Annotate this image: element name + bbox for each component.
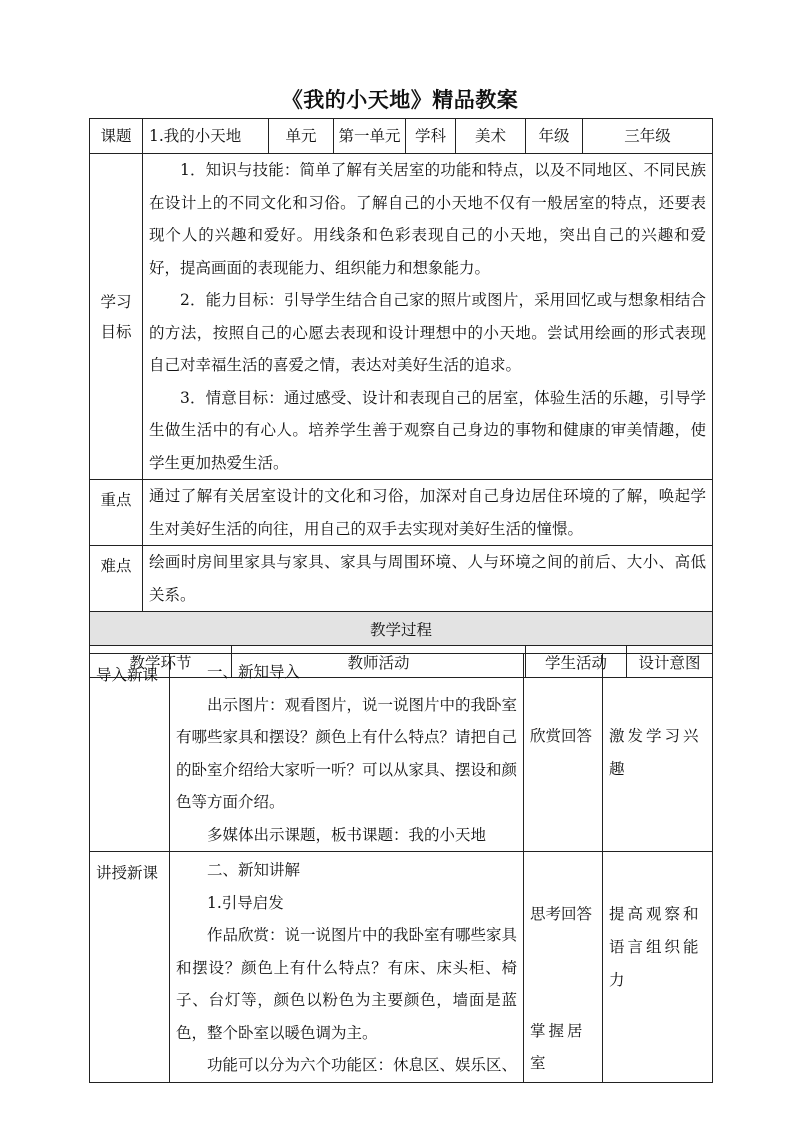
unit-value: 第一单元 — [334, 119, 406, 154]
objectives-content — [143, 154, 713, 480]
student-activity-text: 思考回答 — [530, 905, 593, 923]
teacher-activity-line: 出示图片：观看图片，说一说图片中的我卧室有哪些家具和摆设？颜色上有什么特点？请把自己的卧室介绍给大家听一听？可以从家具、摆设和颜色等方面介绍。 — [176, 695, 518, 811]
key-point-content — [143, 480, 713, 546]
key-point-row — [90, 480, 713, 546]
topic-label: 课题 — [90, 119, 143, 154]
teacher-activity-line: 二、新知讲解 — [207, 861, 301, 879]
student-activity-cell: 欣赏回答 — [524, 654, 603, 852]
document-title: 《我的小天地》精品教案 — [281, 87, 519, 112]
process-table — [89, 653, 713, 1083]
difficulty-content — [143, 546, 713, 612]
objectives-label — [90, 154, 143, 480]
teacher-activity-line: 功能可以分为六个功能区：休息区、娱乐区、 — [207, 1056, 518, 1074]
subject-value: 美术 — [456, 119, 526, 154]
process-section-row — [90, 612, 713, 646]
teacher-activity-line: 多媒体出示课题，板书课题：我的小天地 — [207, 825, 487, 844]
column-header-student: 学生活动 — [526, 646, 627, 678]
teacher-activity-cell — [170, 852, 524, 1083]
stage-cell: 讲授新课 — [90, 852, 170, 1083]
key-point-text: 通过了解有关居室设计的文化和习俗，加深对自己身边居住环境的了解，唤起学生对美好生活的向往，用自己的双手去实现对美好生活的憧憬。 — [149, 487, 707, 538]
teacher-activity-cell — [170, 654, 524, 852]
design-intent-cell: 提高观察和语言组织能力 — [603, 852, 713, 1083]
stage-cell: 导入新课 — [90, 654, 170, 852]
objectives-label-line-1: 学习 — [100, 292, 132, 311]
column-header-stage-text: 教学环节 — [129, 653, 192, 672]
process-section-title: 教学过程 — [90, 612, 713, 646]
process-row-teaching — [90, 852, 713, 1083]
design-intent-cell: 激发学习兴趣 — [603, 654, 713, 852]
subject-label: 学科 — [406, 119, 456, 154]
column-header-teacher: 教师活动 — [232, 646, 526, 678]
student-activity-text: 掌握居室 — [530, 1021, 586, 1072]
teacher-activity-line: 1.引导启发 — [207, 893, 284, 912]
difficulty-row — [90, 546, 713, 612]
objective-paragraph: 2．能力目标：引导学生结合自己家的照片或图片，采用回忆或与想象相结合的方法，按照自己的心愿去表现和设计理想中的小天地。尝试用绘画的形式表现自己对幸福生活的喜爱之情，表达对美好生活的追求。 — [149, 291, 707, 374]
objective-paragraph: 3．情意目标：通过感受、设计和表现自己的居室，体验生活的乐趣，引导学生做生活中的有心人。培养学生善于观察自己身边的事物和健康的审美情趣，使学生更加热爱生活。 — [149, 388, 707, 472]
key-point-label: 重点 — [90, 480, 143, 546]
column-header-intent: 设计意图 — [627, 646, 713, 678]
objective-paragraph: 1．知识与技能：简单了解有关居室的功能和特点，以及不同地区、不同民族在设计上的不同文化和习俗。了解自己的小天地不仅有一般居室的特点，还要表现个人的兴趣和爱好。用线条和色彩表现自己的小天地，突出自己的兴趣和爱好，提高画面的表现能力、组织能力和想象能力。 — [149, 161, 707, 277]
objectives-row — [90, 154, 713, 480]
difficulty-text: 绘画时房间里家具与家具、家具与周围环境、人与环境之间的前后、大小、高低关系。 — [149, 553, 707, 604]
process-row-intro — [90, 654, 713, 852]
difficulty-label: 难点 — [90, 546, 143, 612]
unit-label: 单元 — [269, 119, 334, 154]
topic-value: 1.我的小天地 — [143, 119, 269, 154]
teacher-activity-line: 一、新知导入 — [207, 663, 301, 681]
objectives-label-line-2: 目标 — [100, 322, 132, 341]
teacher-activity-line: 作品欣赏：说一说图片中的我卧室有哪些家具和摆设？颜色上有什么特点？有床、床头柜、椅子、台灯等，颜色以粉色为主要颜色，墙面是蓝色，整个卧室以暖色调为主。 — [176, 926, 518, 1042]
lesson-plan-table — [89, 118, 713, 678]
grade-label: 年级 — [526, 119, 583, 154]
header-row — [90, 119, 713, 154]
grade-value: 三年级 — [583, 119, 713, 154]
student-activity-cell — [524, 852, 603, 1083]
